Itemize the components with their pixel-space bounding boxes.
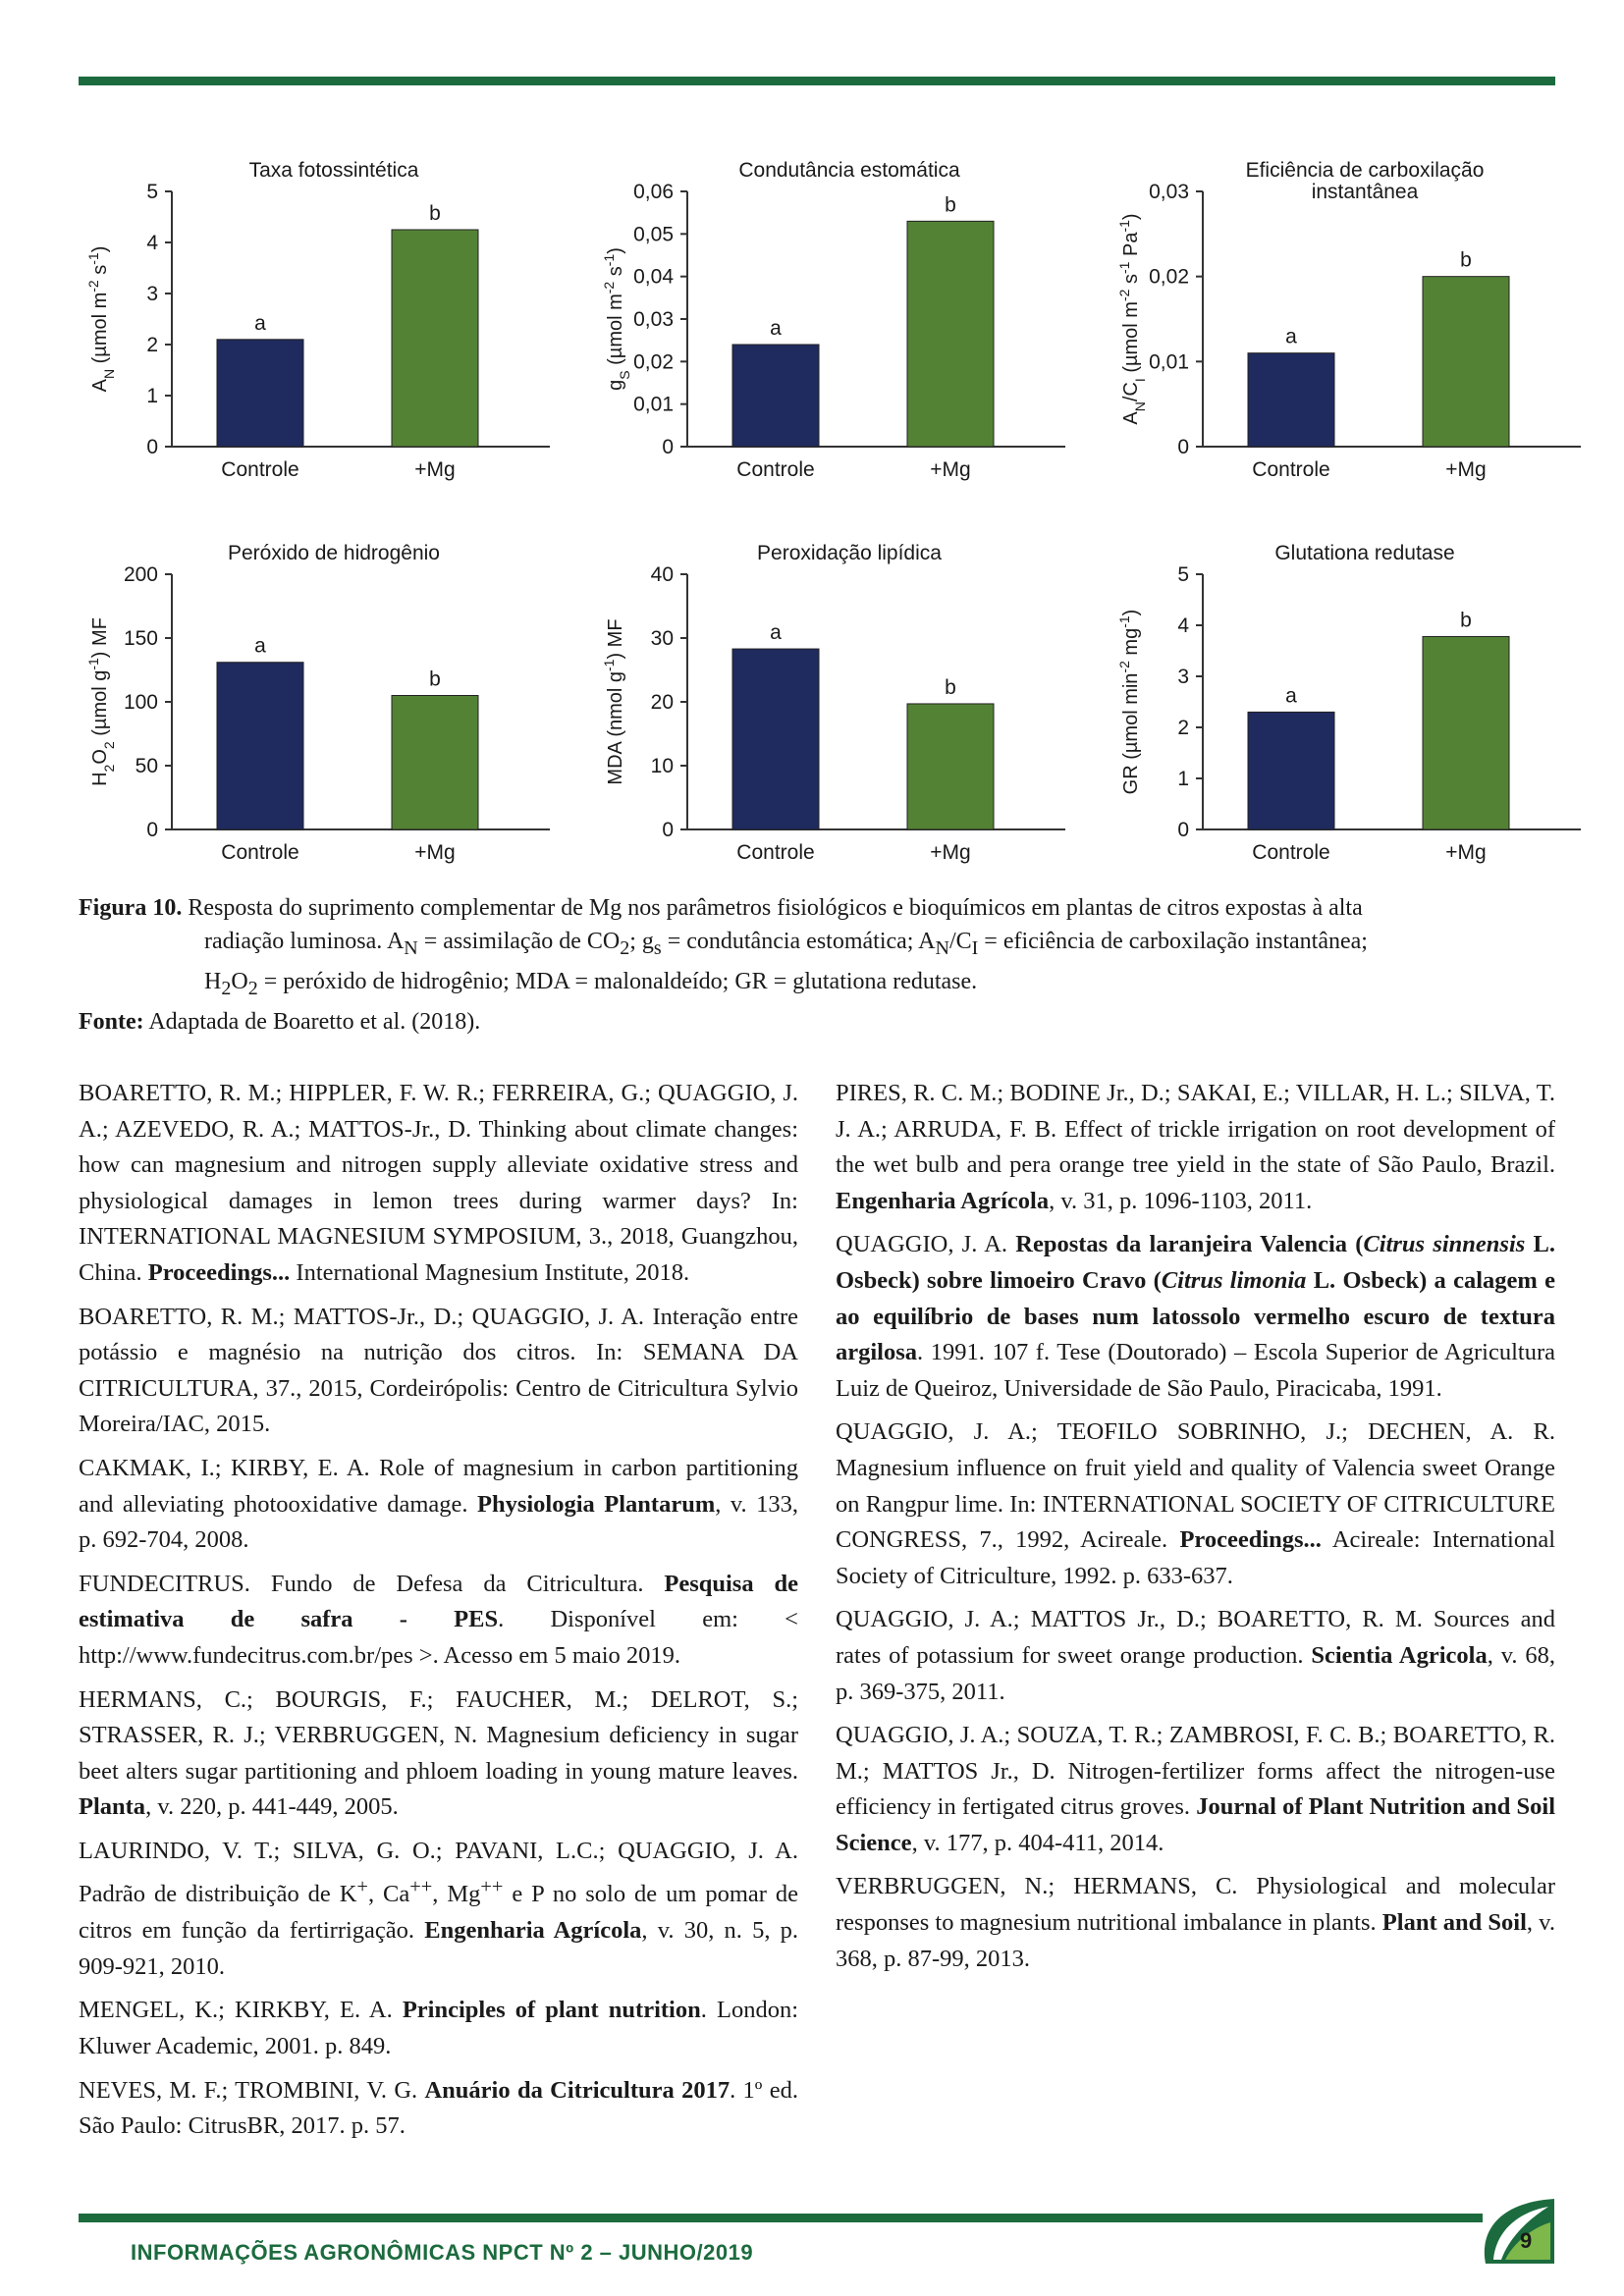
reference-item: VERBRUGGEN, N.; HERMANS, C. Physiological and molecular responses to magnesium nutritional imbalance in plants. Plant and Soil, v. 368, p. 87-99, 2013.	[836, 1873, 1555, 1972]
caption-line-3: $H_2O_2$ = peróxido de hidrogênio; MDA = malonaldeído; GR = glutationa redutase.	[204, 968, 978, 999]
significance-letter: a	[1285, 325, 1297, 348]
y-tick-label: 20	[650, 691, 674, 714]
y-tick-label: 0,05	[633, 223, 674, 246]
category-label: +Mg	[930, 841, 971, 864]
bar-controle	[1248, 712, 1334, 829]
category-label: Controle	[736, 841, 815, 864]
bar-mg	[392, 696, 478, 830]
y-tick-label: 0,02	[633, 350, 674, 374]
y-tick-label: 2	[1177, 717, 1189, 739]
reference-item: MENGEL, K.; KIRKBY, E. A. Principles of plant nutrition. London: Kluwer Academic, 2001. p. 849.	[79, 1997, 799, 2059]
y-tick-label: 30	[650, 627, 674, 650]
bar-mg	[392, 230, 478, 447]
category-label: +Mg	[930, 458, 971, 481]
significance-letter: a	[254, 634, 266, 658]
chart-title: Condutância estomática	[738, 159, 960, 182]
reference-item: QUAGGIO, J. A.; SOUZA, T. R.; ZAMBROSI, F. C. B.; BOARETTO, R. M.; MATTOS Jr., D. Nitrogen-fertilizer forms affect the nitrogen-use efficiency in fertigated citrus groves. Journal of Plant Nutrition and Soil Science, v. 177, p. 404-411, 2014.	[836, 1722, 1556, 1856]
y-tick-label: 1	[1177, 768, 1189, 790]
reference-item: NEVES, M. F.; TROMBINI, V. G. Anuário da Citricultura 2017. 1º ed. São Paulo: CitrusBR, 2017. p. 57.	[79, 2076, 798, 2140]
figure-label: Figura 10.	[79, 895, 183, 921]
figure-caption	[79, 891, 1555, 1039]
bar-mg	[907, 221, 994, 447]
y-tick-label: 3	[1177, 666, 1189, 688]
significance-letter: b	[429, 202, 441, 225]
y-axis-label: GR (µmol $\min^{-2} mg^{-1}$)	[1116, 609, 1142, 795]
category-label: +Mg	[414, 458, 456, 481]
y-tick-label: 0	[146, 436, 158, 458]
category-label: +Mg	[414, 841, 456, 864]
y-tick-label: 0	[1177, 436, 1189, 458]
y-tick-label: 10	[650, 755, 674, 777]
category-label: Controle	[1252, 458, 1330, 481]
bottom-rule	[79, 2214, 1483, 2222]
y-tick-label: 5	[146, 181, 158, 203]
chart-title: Glutationa redutase	[1274, 542, 1455, 564]
y-axis-label: $A_N/C_I$ (µmol $m^{-2}$ $s^{-1}$ $Pa^{-1}$)	[1116, 213, 1148, 425]
caption-line-1: Resposta do suprimento complementar de Mg nos parâmetros fisiológicos e bioquímicos em plantas de citros expostas à alta	[182, 895, 1363, 921]
reference-item: HERMANS, C.; BOURGIS, F.; FAUCHER, M.; DELROT, S.; STRASSER, R. J.; VERBRUGGEN, N. Magnesium deficiency in sugar beet alters sugar partitioning and phloem loading in young mature leaves. Planta, v. 220, p. 441-449, 2005.	[79, 1685, 798, 1821]
chart-glutationa-redutase	[1110, 530, 1600, 923]
y-axis-label: $H_2O_2$ (µmol $g^{-1}$) MF	[85, 617, 117, 786]
significance-letter: a	[1285, 684, 1297, 708]
chart-title-line-2: instantânea	[1311, 181, 1419, 203]
bar-mg	[1423, 636, 1509, 829]
y-tick-label: 5	[1177, 563, 1189, 586]
reference-item: BOARETTO, R. M.; MATTOS-Jr., D.; QUAGGIO, J. A. Interação entre potássio e magnésio na nutrição dos citros. In: SEMANA DA CITRICULTURA, 37., 2015, Cordeirópolis: Centro de Citricultura Sylvio Moreira/IAC, 2015.	[79, 1303, 798, 1438]
significance-letter: a	[770, 317, 782, 340]
significance-letter: b	[429, 667, 441, 691]
caption-line-2: radiação luminosa. $A_N$ = assimilação de $CO_2$; $g_s$ = condutância estomática; $A_N/C_I$ = eficiência de carboxilação instantânea;	[204, 929, 1368, 959]
y-tick-label: 0	[1177, 819, 1189, 841]
significance-letter: b	[945, 675, 956, 699]
y-axis-label: $g_S$ (µmol $m^{-2}$ $s^{-1}$)	[601, 247, 632, 391]
y-tick-label: 40	[650, 563, 674, 586]
significance-letter: a	[770, 621, 782, 645]
footer-text: INFORMAÇÕES AGRONÔMICAS NPCT Nº 2 – JUNHO/2019	[131, 2240, 754, 2265]
source-text: Adaptada de Boaretto et al. (2018).	[143, 1008, 481, 1035]
y-tick-label: 0,06	[633, 181, 674, 203]
page-number: 9	[1520, 2228, 1533, 2253]
y-tick-label: 4	[1177, 614, 1189, 637]
reference-item: LAURINDO, V. T.; SILVA, G. O.; PAVANI, L.C.; QUAGGIO, J. A. Padrão de distribuição de K+, Ca++, Mg++ e P no solo de um pomar de citros em função da fertirrigação. Engenharia Agrícola, v. 30, n. 5, p. 909-921, 2010.	[79, 1837, 799, 1980]
bar-controle	[217, 340, 303, 447]
y-tick-label: 0,02	[1149, 265, 1189, 289]
y-tick-label: 150	[123, 627, 158, 650]
references-right-column	[836, 1076, 1555, 1985]
y-tick-label: 0,01	[633, 393, 674, 416]
y-tick-label: 0,03	[633, 308, 674, 331]
bar-controle	[732, 649, 819, 829]
y-tick-label: 0	[662, 436, 674, 458]
category-label: +Mg	[1445, 841, 1487, 864]
y-tick-label: 0	[146, 819, 158, 841]
references-left-column	[79, 1076, 798, 2153]
chart-title: Taxa fotossintética	[248, 159, 419, 182]
significance-letter: a	[254, 311, 266, 335]
reference-item: FUNDECITRUS. Fundo de Defesa da Citricultura. Pesquisa de estimativa de safra - PES. Disponível em: < http://www.fundecitrus.com.br/pes >. Acesso em 5 maio 2019.	[79, 1570, 799, 1669]
y-tick-label: 3	[146, 283, 158, 305]
y-tick-label: 0,01	[1149, 350, 1189, 374]
y-axis-label: $A_N$ (µmol $m^{-2}$ $s^{-1}$)	[85, 245, 117, 393]
y-tick-label: 4	[146, 232, 158, 254]
chart-taxa-fotossintetica	[79, 147, 569, 540]
chart-title: Eficiência de carboxilação	[1245, 159, 1485, 182]
y-axis-label: MDA (nmol $g^{-1}$) MF	[601, 618, 626, 785]
category-label: Controle	[1252, 841, 1330, 864]
chart-condutancia-estomatica	[594, 147, 1085, 540]
category-label: Controle	[736, 458, 815, 481]
y-tick-label: 1	[146, 385, 158, 407]
y-tick-label: 0,04	[633, 265, 674, 289]
chart-title: Peróxido de hidrogênio	[228, 542, 440, 564]
significance-letter: b	[1460, 609, 1472, 632]
y-tick-label: 0	[662, 819, 674, 841]
chart-title: Peroxidação lipídica	[757, 542, 942, 564]
bar-controle	[732, 345, 819, 447]
reference-item: QUAGGIO, J. A. Repostas da laranjeira Valencia (Citrus sinnensis L. Osbeck) sobre limoeiro Cravo (Citrus limonia L. Osbeck) a calagem e ao equilíbrio de bases num latossolo vermelho escuro de textura argilosa. 1991. 107 f. Tese (Doutorado) – Escola Superior de Agricultura Luiz de Queiroz, Universidade de São Paulo, Piracicaba, 1991.	[836, 1231, 1555, 1402]
reference-item: PIRES, R. C. M.; BODINE Jr., D.; SAKAI, E.; VILLAR, H. L.; SILVA, T. J. A.; ARRUDA, F. B. Effect of trickle irrigation on root development of the wet bulb and pera orange tree yield in the state of São Paulo, Brazil. Engenharia Agrícola, v. 31, p. 1096-1103, 2011.	[836, 1080, 1555, 1214]
reference-item: CAKMAK, I.; KIRBY, E. A. Role of magnesium in carbon partitioning and alleviating photooxidative damage. Physiologia Plantarum, v. 133, p. 692-704, 2008.	[79, 1454, 798, 1554]
reference-item: QUAGGIO, J. A.; TEOFILO SOBRINHO, J.; DECHEN, A. R. Magnesium influence on fruit yield and quality of Valencia sweet Orange on Rangpur lime. In: INTERNATIONAL SOCIETY OF CITRICULTURE CONGRESS, 7., 1992, Acireale. Proceedings... Acireale: International Society of Citriculture, 1992. p. 633-637.	[836, 1418, 1556, 1589]
y-tick-label: 200	[123, 563, 158, 586]
top-rule	[79, 77, 1555, 85]
reference-item: BOARETTO, R. M.; HIPPLER, F. W. R.; FERREIRA, G.; QUAGGIO, J. A.; AZEVEDO, R. A.; MATTOS-Jr., D. Thinking about climate changes: how can magnesium and nitrogen supply alleviate oxidative stress and physiological damages in lemon trees during warmer days? In: INTERNATIONAL MAGNESIUM SYMPOSIUM, 3., 2018, Guangzhou, China. Proceedings... International Magnesium Institute, 2018.	[79, 1080, 798, 1286]
bar-mg	[907, 704, 994, 829]
reference-item: QUAGGIO, J. A.; MATTOS Jr., D.; BOARETTO, R. M. Sources and rates of potassium for sweet orange production. Scientia Agricola, v. 68, p. 369-375, 2011.	[836, 1606, 1555, 1705]
y-tick-label: 100	[123, 691, 158, 714]
significance-letter: b	[1460, 248, 1472, 272]
bar-controle	[217, 663, 303, 829]
bar-controle	[1248, 353, 1334, 447]
chart-peroxidacao-lipidica	[594, 530, 1085, 923]
leaf-badge-icon	[1476, 2195, 1556, 2268]
y-tick-label: 0,03	[1149, 181, 1189, 203]
source-label: Fonte:	[79, 1008, 144, 1035]
significance-letter: b	[945, 193, 956, 217]
category-label: Controle	[221, 458, 299, 481]
y-tick-label: 2	[146, 334, 158, 356]
category-label: +Mg	[1445, 458, 1487, 481]
bar-mg	[1423, 277, 1509, 447]
category-label: Controle	[221, 841, 299, 864]
y-tick-label: 50	[135, 755, 158, 777]
chart-peroxido-hidrogenio	[79, 530, 569, 923]
chart-eficiencia-carboxilacao	[1110, 147, 1600, 540]
